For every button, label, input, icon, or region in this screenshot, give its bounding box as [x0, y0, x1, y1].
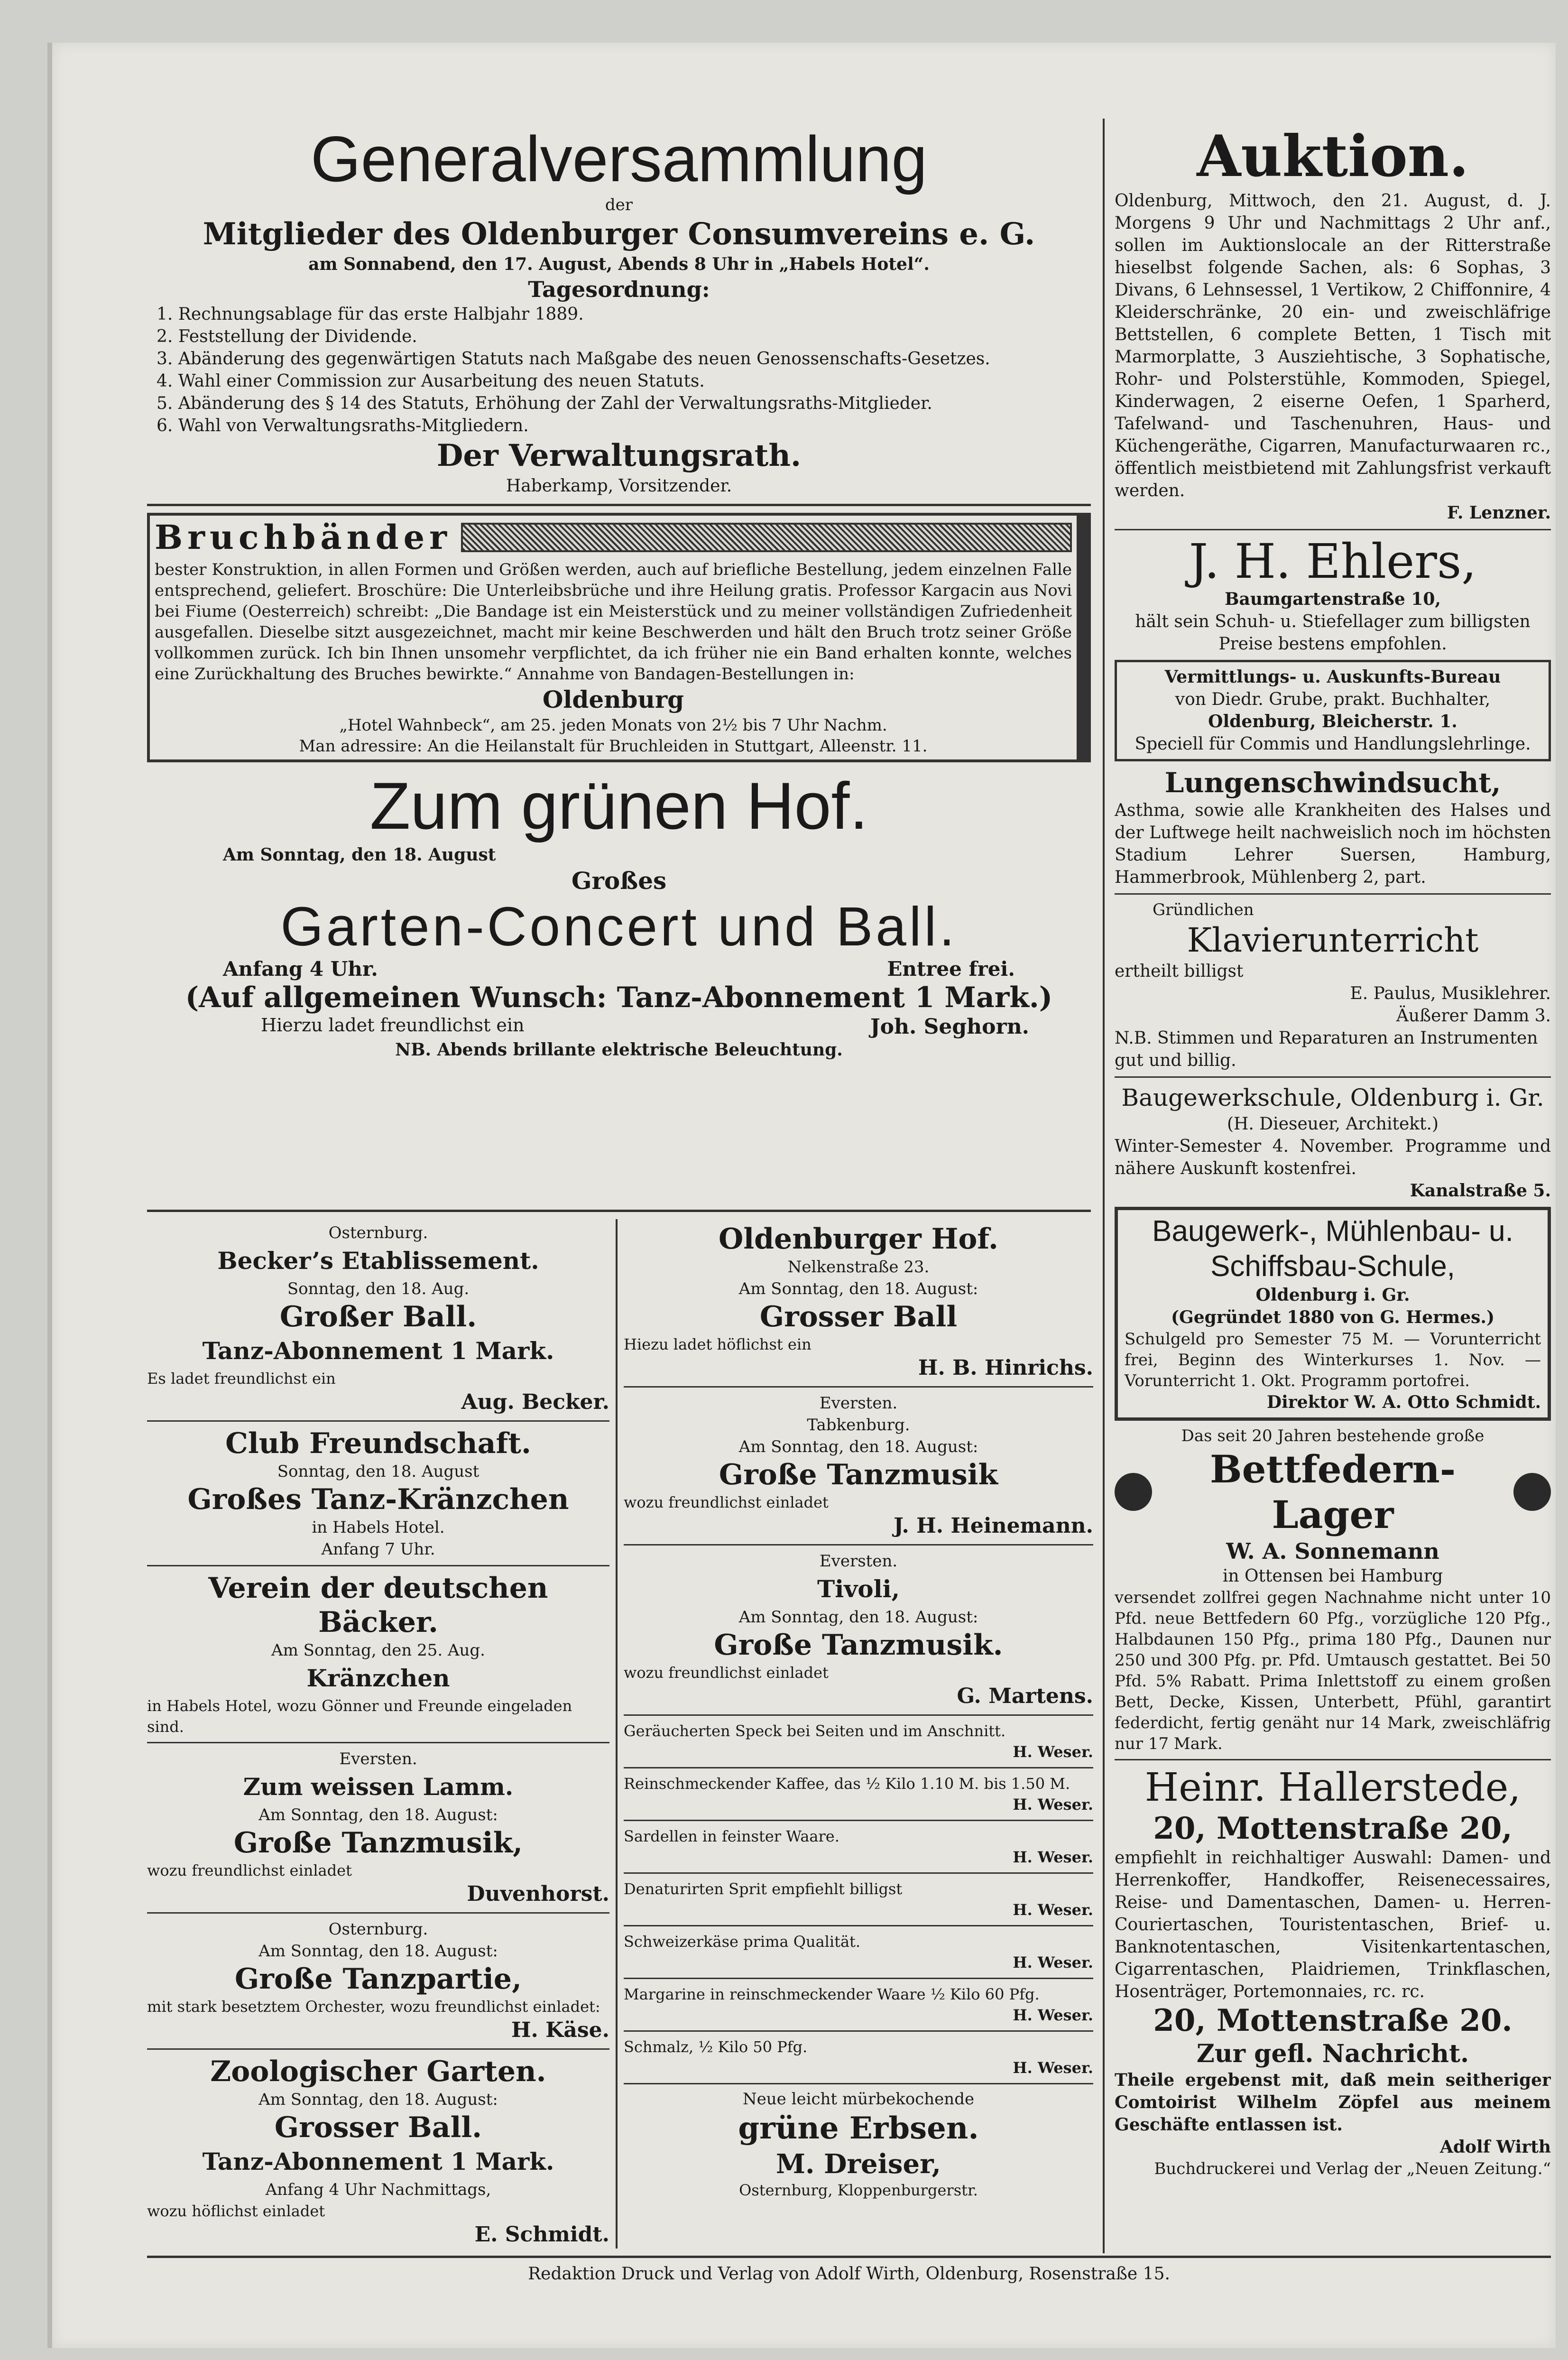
- mid-ad-line: Eversten.: [819, 1394, 898, 1413]
- ornament-icon: [1115, 1473, 1152, 1511]
- column-divider-main: [1103, 119, 1105, 2253]
- peas-ad: [624, 2089, 1093, 2200]
- divider: [624, 1925, 1093, 1926]
- truss-text: bester Konstruktion, in allen Formen und Größen werden, auch auf briefliche Bestellung, jedem einzelnen Falle entsprechend, geliefert. Broschüre: Die Unterleibsbrüche und ihre Heilung gratis. Professor Kargacin aus Novi bei Fiume (Oesterreich) schreibt: „Die Bandage ist ein Meisterstück und zu meiner vollständigen Zufriedenheit ausgefallen. Dieselbe sitzt ausgezeichnet, macht mir keine Beschwerden und hält den Bruch trotz seiner Größe vollkommen zurück. Ich bin Ihnen unsomehr verpflichtet, da ich früher nie ein Band erhalten konnte, welches eine Zurückhaltung des Bruches bewirkte.“ Annahme von Bandagen-Bestellungen in:: [155, 560, 1072, 684]
- piano-note: N.B. Stimmen und Reparaturen an Instrumenten gut und billig.: [1115, 1028, 1538, 1070]
- left-ad: [147, 1748, 609, 1907]
- mid-ad-line: Grosser Ball: [759, 1300, 958, 1333]
- left-ad-line: Sonntag, den 18. Aug.: [287, 1279, 470, 1298]
- left-ad-line: Zum weissen Lamm.: [243, 1773, 514, 1801]
- invite-row: [147, 1860, 609, 1907]
- piano-name: E. Paulus, Musiklehrer.: [1350, 984, 1551, 1003]
- mid-ad-line: Tabkenburg.: [807, 1416, 910, 1435]
- weser-ad-text: Reinschmeckender Kaffee, das ½ Kilo 1.10 M. bis 1.50 M.: [624, 1775, 1070, 1793]
- haller-title: Heinr. Hallerstede,: [1144, 1765, 1521, 1810]
- truss-title: Bruchbänder: [155, 518, 452, 557]
- agenda-heading: Tagesordnung:: [528, 277, 710, 302]
- entry: Entree frei.: [887, 957, 1015, 981]
- hatched-bar: [461, 523, 1072, 552]
- feather-title: Bettfedern-Lager: [1209, 1447, 1456, 1537]
- left-ad-line: Große Tanzpartie,: [234, 1962, 522, 1996]
- piano-text: ertheilt billigst: [1115, 962, 1244, 981]
- divider: [624, 1386, 1093, 1388]
- peas-ad-line: M. Dreiser,: [775, 2148, 941, 2180]
- weser-ad: [624, 1773, 1093, 1815]
- divider: [624, 1872, 1093, 1874]
- weser-ad-text: Denaturirten Sprit empfiehlt billigst: [624, 1880, 903, 1898]
- school-sub: (H. Dieseuer, Architekt.): [1227, 1114, 1439, 1134]
- invite-text: wozu freundlichst einladet: [624, 1664, 829, 1682]
- mill-line: Schiffsbau-Schule,: [1210, 1250, 1455, 1283]
- notice-sub: Buchdruckerei und Verlag der „Neuen Zeitung.“: [1154, 2159, 1551, 2178]
- left-ad-line: Am Sonntag, den 25. Aug.: [271, 1641, 485, 1660]
- weser-ad-name: H. Weser.: [1013, 1953, 1093, 1971]
- note: NB. Abends brillante elektrische Beleuchtung.: [395, 1040, 843, 1060]
- piano-title: Klavierunterricht: [1187, 921, 1479, 960]
- invite-text: mit stark besetztem Orchester, wozu freundlichst einladet:: [147, 1998, 600, 2016]
- truss-header: [155, 518, 1072, 556]
- middle-lower-column: [624, 1219, 1093, 2249]
- left-ad-line: Anfang 4 Uhr Nachmittags,: [265, 2180, 491, 2199]
- bureau-box: [1115, 660, 1551, 761]
- left-ad-line: Tanz-Abonnement 1 Mark.: [202, 1337, 554, 1365]
- haller-text: empfiehlt in reichhaltiger Auswahl: Damen- und Herrenkoffer, Handkoffer, Reisenecessaires, Reise- und Damentaschen, Damen- u. Herren-Couriertaschen, Touristentaschen, Brief- u. Banknotentaschen, Visitenkartentaschen, Cigarrentaschen, Plaidriemen, Trinkflaschen, Hosenträger, Portemonnaies, rc. rc.: [1115, 1848, 1551, 2001]
- weser-ad-name: H. Weser.: [1013, 1848, 1093, 1866]
- left-ad-line: in Habels Hotel.: [312, 1518, 445, 1537]
- host-name: J. H. Heinemann.: [894, 1514, 1093, 1538]
- weser-ad: [624, 2036, 1093, 2078]
- left-lower-column: [147, 1219, 609, 2249]
- invite-text: wozu freundlichst einladet: [624, 1493, 829, 1511]
- ornament-icon: [1513, 1473, 1551, 1511]
- invite-row: [147, 1996, 609, 2044]
- weser-ad-name: H. Weser.: [1013, 1743, 1093, 1761]
- invite-text: Hierzu ladet freundlichst ein: [261, 1015, 525, 1036]
- ad-text: Großes: [571, 867, 667, 895]
- divider: [147, 1210, 1091, 1212]
- left-ad-line: Verein der deutschen Bäcker.: [208, 1572, 548, 1639]
- left-ad-line: Zoologischer Garten.: [210, 2055, 546, 2088]
- agenda-item: 5. Abänderung des § 14 des Statuts, Erhöhung der Zahl der Verwaltungsraths-Mitglieder.: [157, 394, 932, 413]
- left-ad-line: Kränzchen: [306, 1664, 450, 1692]
- ad-title: Generalversammlung: [310, 123, 928, 195]
- piano-address: Äußerer Damm 3.: [1396, 1006, 1551, 1026]
- left-ad-line: Becker’s Etablissement.: [217, 1247, 539, 1275]
- left-ad-line: Osternburg.: [328, 1223, 428, 1242]
- left-ad: [147, 2055, 609, 2248]
- ad-date: am Sonnabend, den 17. August, Abends 8 Uhr in „Habels Hotel“.: [308, 254, 930, 274]
- mid-ad-line: Große Tanzmusik: [719, 1458, 998, 1491]
- weser-ad-name: H. Weser.: [1013, 2006, 1093, 2024]
- bureau-line: von Diedr. Grube, prakt. Buchhalter,: [1175, 690, 1491, 709]
- weser-ad-name: H. Weser.: [1013, 1795, 1093, 1814]
- left-ad-line: Osternburg.: [328, 1920, 428, 1939]
- left-ad-line: Grosser Ball.: [274, 2111, 482, 2144]
- invite-row: [147, 2201, 609, 2248]
- divider: [1115, 1759, 1551, 1760]
- school-title: Baugewerkschule, Oldenburg i. Gr.: [1121, 1084, 1544, 1111]
- mill-school-box: [1115, 1207, 1551, 1421]
- mid-ad-line: Tivoli,: [817, 1575, 900, 1603]
- host-name: H. Käse.: [511, 2018, 609, 2042]
- haller-address: 20, Mottenstraße 20,: [1153, 1811, 1513, 1846]
- general-assembly-ad: [147, 123, 1091, 303]
- peas-ad-line: grüne Erbsen.: [738, 2110, 979, 2146]
- mid-ad-line: Eversten.: [819, 1552, 898, 1571]
- agenda-item: 2. Feststellung der Dividende.: [157, 327, 417, 346]
- signature: Der Verwaltungsrath.: [436, 438, 802, 473]
- mill-line: (Gegründet 1880 von G. Hermes.): [1171, 1307, 1494, 1327]
- divider: [624, 1767, 1093, 1768]
- left-ad: [147, 1426, 609, 1560]
- host-name: E. Schmidt.: [474, 2222, 609, 2247]
- school-address: Kanalstraße 5.: [1410, 1181, 1551, 1201]
- divider: [1115, 529, 1551, 530]
- divider: [624, 1714, 1093, 1716]
- weser-ad-text: Geräucherten Speck bei Seiten und im Anschnitt.: [624, 1722, 1006, 1740]
- weser-ad: [624, 1721, 1093, 1762]
- left-ad: [147, 1222, 609, 1416]
- haller-address: 20, Mottenstraße 20.: [1153, 2003, 1513, 2038]
- mill-text: Schulgeld pro Semester 75 M. — Vorunterricht frei, Beginn des Winterkurses 1. Nov. — Vorunterricht 1. Okt. Programm portofrei.: [1125, 1330, 1541, 1390]
- notice-title: Zur gefl. Nachricht.: [1196, 2039, 1469, 2068]
- left-ad-line: Großer Ball.: [279, 1300, 477, 1333]
- divider: [147, 1565, 609, 1566]
- weser-ad-text: Schweizerkäse prima Qualität.: [624, 1933, 861, 1951]
- ad-text: der: [605, 195, 633, 214]
- signature-sub: Haberkamp, Vorsitzender.: [506, 476, 732, 496]
- auction-text: Oldenburg, Mittwoch, den 21. August, d. J. Morgens 9 Uhr und Nachmittags 2 Uhr anf., sollen im Auktionslocale an der Ritterstraße hieselbst folgende Sachen, als: 6 Sophas, 3 Divans, 6 Lehnsessel, 1 Vertikow, 2 Chiffonnire, 4 Kleiderschränke, 20 ein- und zweischläfrige Bettstellen, 6 complete Betten, 1 Tisch mit Marmorplatte, 3 Ausziehtische, 3 Sophatische, Rohr- und Polsterstühle, Kommoden, Spiegel, Kinderwagen, 2 eiserne Oefen, 1 Sparherd, Tafelwand- und Taschenuhren, Haus- und Küchengeräthe, Cigarren, Manufacturwaaren rc., öffentlich meistbietend mit Zahlungsfrist verkauft werden.: [1115, 191, 1551, 500]
- start-time: Anfang 4 Uhr.: [223, 957, 378, 981]
- weser-ad-text: Schmalz, ½ Kilo 50 Pfg.: [624, 2038, 808, 2056]
- weser-ad: [624, 1879, 1093, 1920]
- ehlers-address: Baumgartenstraße 10,: [1225, 589, 1441, 609]
- divider: [147, 1420, 609, 1422]
- gruener-hof-ad: [147, 768, 1091, 1061]
- truss-city: Oldenburg: [542, 685, 684, 713]
- agenda-list: [147, 303, 1091, 437]
- footer-rule: [147, 2256, 1551, 2258]
- left-top-column: [147, 123, 1091, 1210]
- host-name: G. Martens.: [957, 1684, 1093, 1708]
- weser-ad: [624, 1826, 1093, 1868]
- left-ad: [147, 1918, 609, 2044]
- host-name: Joh. Seghorn.: [870, 1015, 1029, 1039]
- notice-name: Adolf Wirth: [1439, 2137, 1551, 2157]
- feather-name: W. A. Sonnemann: [1226, 1538, 1439, 1564]
- imprint-footer: Redaktion Druck und Verlag von Adolf Wirth, Oldenburg, Rosenstraße 15.: [528, 2264, 1170, 2284]
- left-ad-line: Am Sonntag, den 18. August:: [258, 1805, 498, 1824]
- truss-hotel: „Hotel Wahnbeck“, am 25. jeden Monats von 2½ bis 7 Uhr Nachm.: [339, 716, 887, 735]
- ehlers-title: J. H. Ehlers,: [1189, 534, 1477, 589]
- agenda-item: 1. Rechnungsablage für das erste Halbjahr 1889.: [157, 305, 584, 324]
- left-ad-line: Eversten.: [339, 1749, 417, 1768]
- feather-pre: Das seit 20 Jahren bestehende große: [1181, 1426, 1485, 1445]
- truss-ad: [147, 513, 1091, 762]
- weser-ad-text: Sardellen in feinster Waare.: [624, 1827, 839, 1845]
- bureau-line: Speciell für Commis und Handlungslehrlinge.: [1134, 734, 1531, 754]
- divider: [147, 2048, 609, 2050]
- invite-text: Hiezu ladet höflichst ein: [624, 1335, 812, 1353]
- weser-ad-name: H. Weser.: [1013, 2059, 1093, 2077]
- mill-line: Oldenburg i. Gr.: [1255, 1285, 1410, 1305]
- weser-ad-text: Margarine in reinschmeckender Waare ½ Kilo 60 Pfg.: [624, 1985, 1040, 2003]
- invite-text: wozu freundlichst einladet: [147, 1861, 352, 1879]
- left-ad-line: Große Tanzmusik,: [233, 1826, 523, 1860]
- mill-director: Direktor W. A. Otto Schmidt.: [1266, 1392, 1541, 1412]
- feather-title-row: [1115, 1446, 1551, 1537]
- right-column: [1115, 123, 1551, 2253]
- left-ad: [147, 1571, 609, 1737]
- divider: [147, 504, 1091, 506]
- invite-row: [147, 1695, 609, 1737]
- left-ad-line: Club Freundschaft.: [225, 1427, 531, 1460]
- mid-ad-line: Oldenburger Hof.: [719, 1222, 998, 1256]
- left-ad-line: Am Sonntag, den 18. August:: [258, 2090, 498, 2109]
- row: [147, 957, 1091, 981]
- column-divider-lower: [616, 1219, 618, 2249]
- mid-ad-line: Am Sonntag, den 18. August:: [738, 1279, 978, 1298]
- mid-ad: [624, 1550, 1093, 1710]
- piano-pre: Gründlichen: [1153, 900, 1254, 919]
- peas-ad-line: Osternburg, Kloppenburgerstr.: [739, 2181, 978, 2199]
- invite-text: Es ladet freundlichst ein: [147, 1370, 336, 1388]
- invite-row: [624, 1334, 1093, 1381]
- newspaper-page: [47, 43, 1556, 2348]
- agenda-item: 4. Wahl einer Commission zur Ausarbeitung des neuen Statuts.: [157, 371, 705, 391]
- divider: [624, 2030, 1093, 2032]
- agenda-item: 3. Abänderung des gegenwärtigen Statuts nach Maßgabe des neuen Genossenschafts-Gesetzes.: [157, 349, 990, 369]
- ehlers-text: hält sein Schuh- u. Stiefellager zum billigsten Preise bestens empfohlen.: [1135, 612, 1531, 654]
- mid-ad-line: Am Sonntag, den 18. August:: [738, 1608, 978, 1627]
- left-ad-line: Tanz-Abonnement 1 Mark.: [202, 2147, 554, 2175]
- school-text: Winter-Semester 4. November. Programme und nähere Auskunft kostenfrei.: [1115, 1137, 1551, 1178]
- auction-name: F. Lenzner.: [1447, 503, 1551, 523]
- divider: [624, 2083, 1093, 2084]
- feather-text: versendet zollfrei gegen Nachnahme nicht unter 10 Pfd. neue Bettfedern 60 Pfg., vorzügliche 120 Pfg., Halbdaunen 150 Pfg., prima 180 Pfg., Daunen nur 250 und 300 Pfg. pr. Pfd. Umtausch gestattet. Bei 50 Pfd. 5% Rabatt. Prima Inlettstoff zu einem großen Bett, Decke, Kissen, Unterbett, Pfühl, garantirt federdicht, fertig genäht nur 14 Mark, zweischläfrig nur 17 Mark.: [1115, 1588, 1551, 1753]
- concert-title: Garten-Concert und Ball.: [280, 896, 958, 957]
- mid-ad-line: Große Tanzmusik.: [714, 1629, 1003, 1662]
- weser-ad: [624, 1931, 1093, 1973]
- mill-line: Baugewerk-, Mühlenbau- u.: [1152, 1215, 1513, 1248]
- row: [147, 1015, 1091, 1039]
- weser-ad-name: H. Weser.: [1013, 1901, 1093, 1919]
- divider: [624, 1978, 1093, 1979]
- host-name: Duvenhorst.: [467, 1882, 609, 1906]
- mid-ad-line: Nelkenstraße 23.: [787, 1258, 930, 1277]
- host-name: Aug. Becker.: [461, 1390, 609, 1414]
- agenda-item: 6. Wahl von Verwaltungsraths-Mitgliedern.: [157, 416, 529, 435]
- left-ad-line: Großes Tanz-Kränzchen: [187, 1483, 569, 1516]
- divider: [624, 1544, 1093, 1546]
- bureau-line: Vermittlungs- u. Auskunfts-Bureau: [1164, 667, 1501, 687]
- left-ad-line: Anfang 7 Uhr.: [321, 1540, 435, 1559]
- left-ad-line: Sonntag, den 18. August: [277, 1462, 480, 1481]
- lung-title: Lungenschwindsucht,: [1164, 767, 1501, 799]
- lung-text: Asthma, sowie alle Krankheiten des Halses und der Luftwege heilt nachweislich noch im höchsten Stadium Lehrer Suersen, Hamburg, Hammerbrook, Mühlenberg 2, part.: [1115, 801, 1551, 887]
- invite-row: [624, 1662, 1093, 1710]
- divider: [147, 1742, 609, 1743]
- left-ad-line: Am Sonntag, den 18. August:: [258, 1942, 498, 1961]
- auction-title: Auktion.: [1197, 123, 1469, 190]
- mid-ad: [624, 1222, 1093, 1381]
- invite-row: [624, 1492, 1093, 1539]
- bureau-line: Oldenburg, Bleicherstr. 1.: [1208, 712, 1457, 731]
- feather-place: in Ottensen bei Hamburg: [1222, 1566, 1443, 1586]
- ad-title: Zum grünen Hof.: [369, 768, 868, 843]
- weser-ad: [624, 1984, 1093, 2026]
- mid-ad: [624, 1392, 1093, 1539]
- invite-row: [147, 1368, 609, 1416]
- truss-address: Man adressire: An die Heilanstalt für Bruchleiden in Stuttgart, Alleenstr. 11.: [299, 737, 928, 756]
- invite-text: in Habels Hotel, wozu Gönner und Freunde eingeladen sind.: [147, 1697, 572, 1736]
- mid-ad-line: Am Sonntag, den 18. August:: [738, 1437, 978, 1456]
- divider: [624, 1820, 1093, 1821]
- ad-line: (Auf allgemeinen Wunsch: Tanz-Abonnement 1 Mark.): [185, 981, 1053, 1014]
- invite-text: wozu höflichst einladet: [147, 2202, 325, 2220]
- divider: [1115, 1076, 1551, 1078]
- ad-subtitle: Mitglieder des Oldenburger Consumvereins e. G.: [203, 216, 1035, 252]
- divider: [1115, 893, 1551, 895]
- divider: [147, 1912, 609, 1914]
- ad-date: Am Sonntag, den 18. August: [223, 845, 496, 865]
- host-name: H. B. Hinrichs.: [918, 1356, 1093, 1380]
- notice-text: Theile ergebenst mit, daß mein seitheriger Comtoirist Wilhelm Zöpfel aus meinem Geschäfte entlassen ist.: [1115, 2070, 1551, 2135]
- peas-ad-line: Neue leicht mürbekochende: [742, 2090, 975, 2109]
